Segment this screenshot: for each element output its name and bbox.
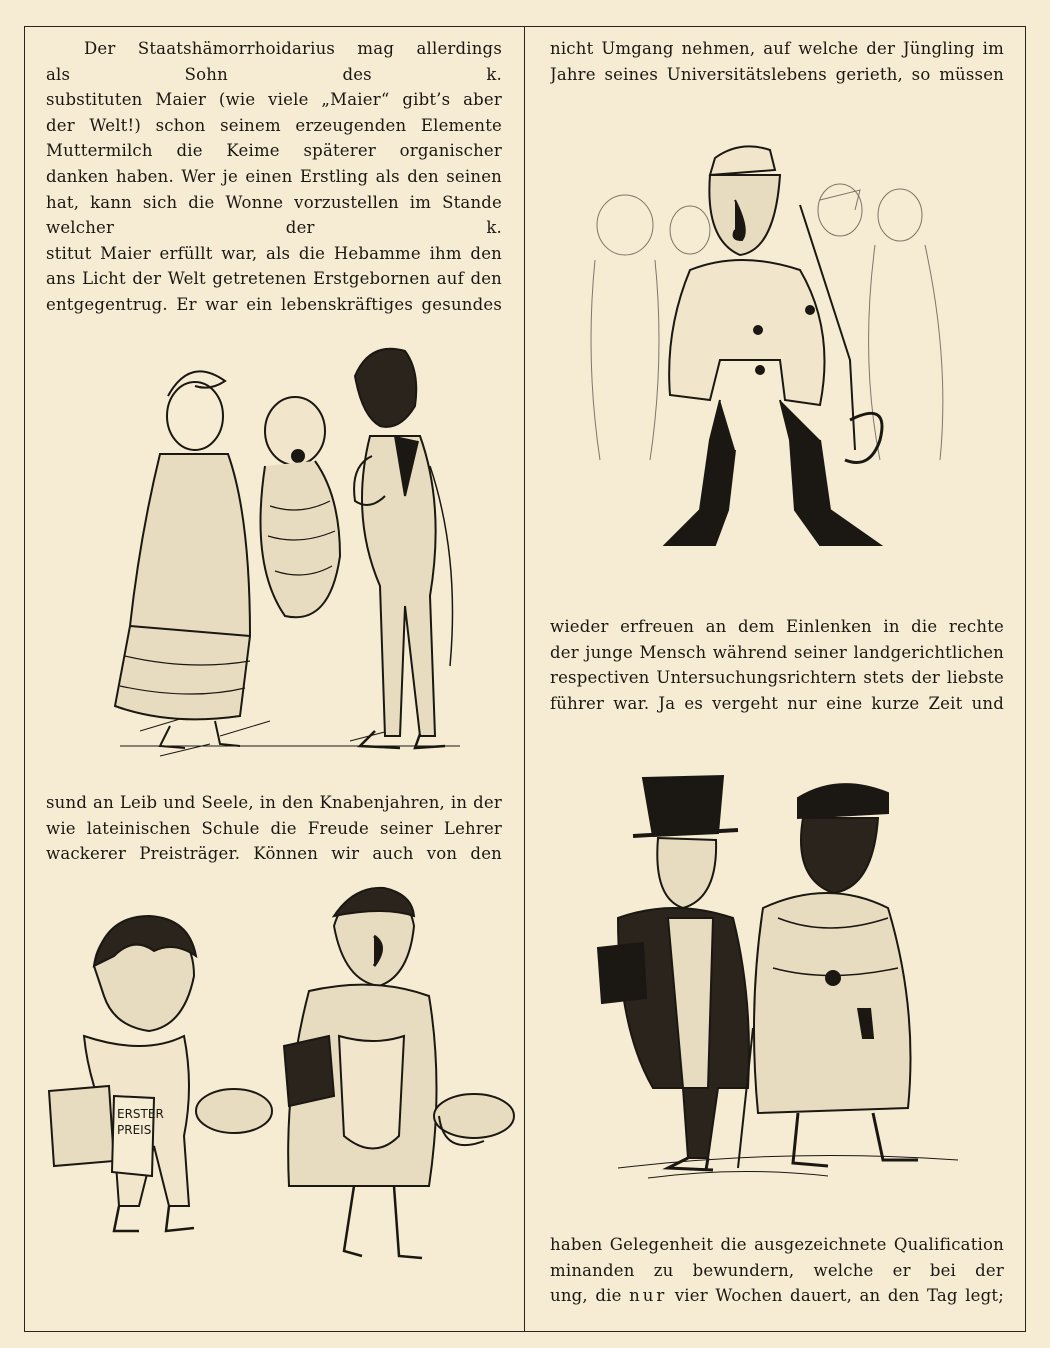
text-line: nicht Umgang nehmen, auf welche der Jüngling im bbox=[550, 39, 1004, 58]
illustration-student-with-riding-crop bbox=[570, 130, 990, 570]
text-line: Der Staatshämorrhoidarius mag allerdings bbox=[84, 39, 502, 58]
right-paragraph-1 bbox=[550, 36, 1004, 87]
text-line: sund an Leib und Seele, in den Knabenjahren, in der bbox=[46, 793, 502, 812]
book-label-2: PREIS bbox=[117, 1123, 152, 1137]
book-label-1: ERSTER bbox=[117, 1107, 164, 1121]
text-line: Muttermilch die Keime späterer organischer bbox=[46, 141, 502, 161]
engraving-figures-icon bbox=[100, 336, 480, 766]
text-line: wie lateinischen Schule die Freude seiner Lehrer bbox=[46, 818, 502, 838]
left-paragraph-2 bbox=[46, 790, 502, 867]
text-fragment: vier Wochen dauert, an den Tag legt; bbox=[674, 1286, 1004, 1306]
engraving-figures-icon bbox=[588, 768, 988, 1188]
engraving-figure-icon bbox=[570, 130, 990, 570]
text-line: der junge Mensch während seiner landgerichtlichen bbox=[550, 642, 1004, 662]
illustration-two-gentlemen-in-coats bbox=[588, 768, 988, 1188]
text-line: danken haben. Wer je einen Erstling als den seinen bbox=[46, 166, 502, 186]
text-line: Jahre seines Universitätslebens gerieth, so müssen bbox=[550, 64, 1004, 84]
text-line: ans Licht der Welt getretenen Erstgebornen auf den bbox=[46, 269, 502, 289]
right-paragraph-3 bbox=[550, 1232, 1004, 1309]
text-line: der Welt!) schon seinem erzeugenden Elemente bbox=[46, 115, 502, 135]
right-paragraph-2 bbox=[550, 614, 1004, 716]
text-line: minanden zu bewundern, welche er bei der bbox=[550, 1260, 1004, 1280]
text-line: welcher der k. bbox=[46, 218, 502, 238]
text-line: respectiven Untersuchungsrichtern stets der liebste bbox=[550, 668, 1004, 688]
text-line: substituten Maier (wie viele „Maier“ gibt’s aber bbox=[46, 90, 502, 110]
illustration-schoolboys-with-prizes bbox=[44, 886, 524, 1306]
text-line: wackerer Preisträger. Können wir auch von den bbox=[46, 844, 502, 864]
text-line bbox=[550, 1283, 1004, 1309]
text-line: entgegentrug. Er war ein lebenskräftiges gesundes bbox=[46, 294, 502, 314]
text-line: wieder erfreuen an dem Einlenken in die rechte bbox=[550, 617, 1004, 636]
text-line: führer war. Ja es vergeht nur eine kurze Zeit und bbox=[550, 693, 1004, 713]
text-fragment: ung, die bbox=[550, 1286, 630, 1306]
text-line: als Sohn des k. bbox=[46, 64, 502, 84]
illustration-midwife-baby-father bbox=[100, 336, 480, 766]
engraving-figures-icon bbox=[44, 886, 524, 1306]
text-line: hat, kann sich die Wonne vorzustellen im Stande bbox=[46, 192, 502, 212]
text-line: haben Gelegenheit die ausgezeichnete Qualification bbox=[550, 1235, 1004, 1254]
left-paragraph-1 bbox=[46, 36, 502, 318]
emphasized-word: nur bbox=[629, 1286, 668, 1306]
column-rule bbox=[524, 26, 525, 1332]
text-line: stitut Maier erfüllt war, als die Hebamme ihm den bbox=[46, 243, 502, 263]
